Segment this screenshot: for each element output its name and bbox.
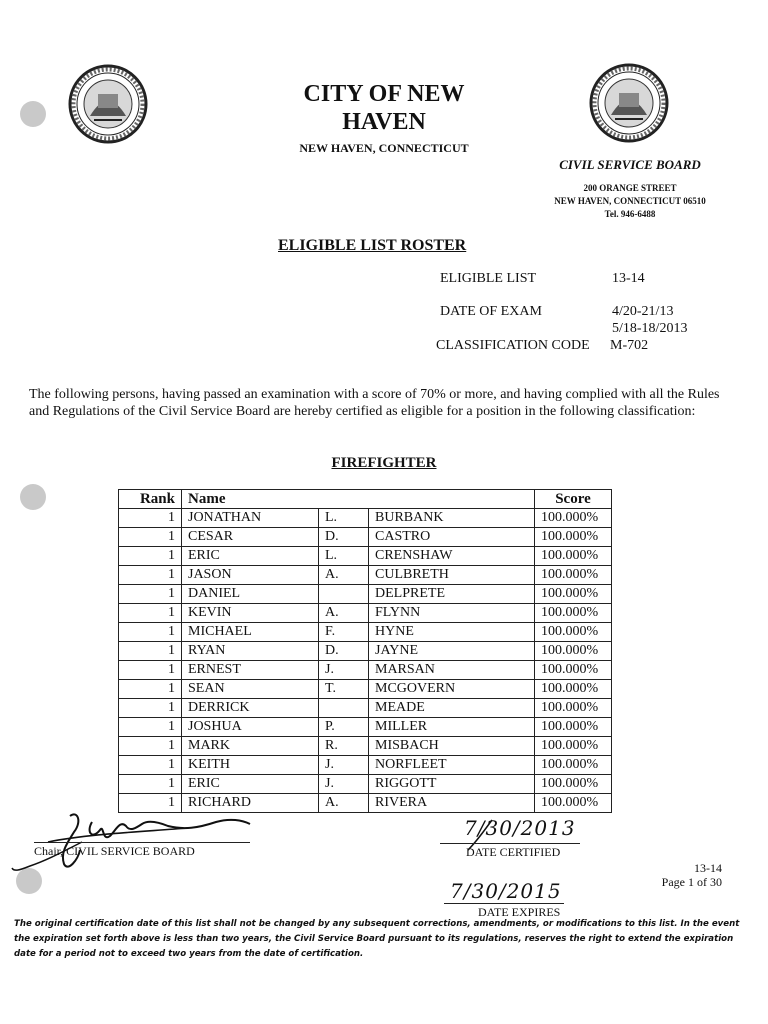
rank-header: Rank: [119, 490, 182, 509]
first-name-cell: CESAR: [182, 528, 319, 547]
middle-initial-cell: D.: [319, 642, 369, 661]
table-row: [119, 756, 612, 775]
middle-initial-cell: [319, 699, 369, 718]
middle-initial-cell: P.: [319, 718, 369, 737]
punch-hole-middle: [20, 484, 46, 510]
last-name-cell: FLYNN: [369, 604, 535, 623]
middle-initial-cell: R.: [319, 737, 369, 756]
first-name-cell: RICHARD: [182, 794, 319, 813]
table-row: [119, 585, 612, 604]
first-name-cell: KEITH: [182, 756, 319, 775]
first-name-cell: JONATHAN: [182, 509, 319, 528]
roster-body: [119, 509, 612, 813]
first-name-cell: JOSHUA: [182, 718, 319, 737]
score-cell: 100.000%: [535, 718, 612, 737]
roster-table: [118, 489, 612, 813]
date-certified-line: [440, 843, 580, 844]
city-subtitle: NEW HAVEN, CONNECTICUT: [299, 141, 469, 155]
table-row: [119, 737, 612, 756]
date-of-exam-value-1: 4/20-21/13: [612, 304, 674, 319]
table-row: [119, 680, 612, 699]
table-row: [119, 509, 612, 528]
first-name-cell: DANIEL: [182, 585, 319, 604]
city-title: [0, 80, 768, 136]
rank-cell: 1: [119, 604, 182, 623]
table-row: [119, 642, 612, 661]
classification-code-value: M-702: [610, 338, 649, 353]
date-expires-label: DATE EXPIRES: [478, 905, 561, 919]
table-row: [119, 566, 612, 585]
rank-cell: 1: [119, 623, 182, 642]
chair-label: Chair, CIVIL SERVICE BOARD: [34, 844, 195, 858]
footer-note: The original certification date of this list shall not be changed by any subsequent corrections, amendments, or modifications to this list. In the event the expiration set forth above is less than two years, the Civil Service Board pursuant to its regulations, reserves the right to extend the expiration date for a period not to exceed two years from the date of certification.: [14, 919, 740, 959]
middle-initial-cell: T.: [319, 680, 369, 699]
middle-initial-cell: [319, 585, 369, 604]
board-name: CIVIL SERVICE BOARD: [559, 157, 701, 172]
rank-cell: 1: [119, 547, 182, 566]
last-name-cell: DELPRETE: [369, 585, 535, 604]
rank-cell: 1: [119, 585, 182, 604]
date-of-exam-label: DATE OF EXAM: [440, 304, 542, 319]
first-name-cell: DERRICK: [182, 699, 319, 718]
score-cell: 100.000%: [535, 794, 612, 813]
last-name-cell: BURBANK: [369, 509, 535, 528]
table-row: [119, 623, 612, 642]
middle-initial-cell: J.: [319, 756, 369, 775]
eligible-list-label: ELIGIBLE LIST: [440, 271, 537, 286]
last-name-cell: HYNE: [369, 623, 535, 642]
address-phone: Tel. 946-6488: [604, 209, 656, 219]
score-cell: 100.000%: [535, 585, 612, 604]
rank-cell: 1: [119, 775, 182, 794]
city-title-line1: CITY OF NEW: [303, 81, 465, 107]
middle-initial-cell: A.: [319, 794, 369, 813]
table-row: [119, 775, 612, 794]
rank-cell: 1: [119, 794, 182, 813]
rank-cell: 1: [119, 699, 182, 718]
name-header: Name: [182, 490, 535, 509]
middle-initial-cell: L.: [319, 509, 369, 528]
table-row: [119, 547, 612, 566]
classification-title: FIREFIGHTER: [331, 455, 437, 471]
rank-cell: 1: [119, 680, 182, 699]
board-address: [520, 182, 740, 221]
first-name-cell: SEAN: [182, 680, 319, 699]
table-row: [119, 699, 612, 718]
date-expires-handwritten: 7/30/2015: [450, 879, 562, 903]
score-cell: 100.000%: [535, 566, 612, 585]
address-street: 200 ORANGE STREET: [583, 183, 677, 193]
last-name-cell: MCGOVERN: [369, 680, 535, 699]
table-row: [119, 661, 612, 680]
roster-title: ELIGIBLE LIST ROSTER: [278, 237, 467, 254]
table-header-row: [119, 490, 612, 509]
last-name-cell: CULBRETH: [369, 566, 535, 585]
table-row: [119, 604, 612, 623]
rank-cell: 1: [119, 718, 182, 737]
score-cell: 100.000%: [535, 680, 612, 699]
rank-cell: 1: [119, 737, 182, 756]
city-title-line2: HAVEN: [342, 109, 426, 135]
last-name-cell: MISBACH: [369, 737, 535, 756]
score-cell: 100.000%: [535, 737, 612, 756]
middle-initial-cell: L.: [319, 547, 369, 566]
score-cell: 100.000%: [535, 623, 612, 642]
chair-signature-line: [34, 842, 250, 843]
classification-code-label: CLASSIFICATION CODE: [436, 338, 590, 353]
last-name-cell: MILLER: [369, 718, 535, 737]
score-cell: 100.000%: [535, 604, 612, 623]
middle-initial-cell: F.: [319, 623, 369, 642]
first-name-cell: ERIC: [182, 547, 319, 566]
rank-cell: 1: [119, 661, 182, 680]
list-number: 13-14: [694, 861, 722, 875]
middle-initial-cell: A.: [319, 604, 369, 623]
last-name-cell: JAYNE: [369, 642, 535, 661]
last-name-cell: NORFLEET: [369, 756, 535, 775]
last-name-cell: RIGGOTT: [369, 775, 535, 794]
rank-cell: 1: [119, 566, 182, 585]
eligible-list-value: 13-14: [612, 271, 645, 286]
last-name-cell: MEADE: [369, 699, 535, 718]
rank-cell: 1: [119, 528, 182, 547]
first-name-cell: MARK: [182, 737, 319, 756]
page-number: Page 1 of 30: [661, 875, 722, 889]
date-certified-label: DATE CERTIFIED: [466, 845, 561, 859]
date-of-exam-value-2: 5/18-18/2013: [612, 321, 688, 336]
score-header: Score: [535, 490, 612, 509]
middle-initial-cell: A.: [319, 566, 369, 585]
date-expires-line: [444, 903, 564, 904]
first-name-cell: ERIC: [182, 775, 319, 794]
middle-initial-cell: J.: [319, 661, 369, 680]
date-certified-handwritten: 7/30/2013: [464, 816, 576, 840]
last-name-cell: CRENSHAW: [369, 547, 535, 566]
first-name-cell: RYAN: [182, 642, 319, 661]
first-name-cell: ERNEST: [182, 661, 319, 680]
score-cell: 100.000%: [535, 775, 612, 794]
last-name-cell: RIVERA: [369, 794, 535, 813]
score-cell: 100.000%: [535, 509, 612, 528]
address-city: NEW HAVEN, CONNECTICUT 06510: [554, 196, 706, 206]
table-row: [119, 528, 612, 547]
score-cell: 100.000%: [535, 699, 612, 718]
first-name-cell: KEVIN: [182, 604, 319, 623]
rank-cell: 1: [119, 642, 182, 661]
table-row: [119, 718, 612, 737]
rank-cell: 1: [119, 756, 182, 775]
score-cell: 100.000%: [535, 661, 612, 680]
first-name-cell: MICHAEL: [182, 623, 319, 642]
first-name-cell: JASON: [182, 566, 319, 585]
intro-paragraph: The following persons, having passed an examination with a score of 70% or more, and having complied with all the Rules and Regulations of the Civil Service Board are hereby certified as eligible for a position in the following classification:: [29, 387, 720, 419]
score-cell: 100.000%: [535, 642, 612, 661]
last-name-cell: MARSAN: [369, 661, 535, 680]
last-name-cell: CASTRO: [369, 528, 535, 547]
middle-initial-cell: D.: [319, 528, 369, 547]
score-cell: 100.000%: [535, 547, 612, 566]
rank-cell: 1: [119, 509, 182, 528]
score-cell: 100.000%: [535, 528, 612, 547]
middle-initial-cell: J.: [319, 775, 369, 794]
score-cell: 100.000%: [535, 756, 612, 775]
